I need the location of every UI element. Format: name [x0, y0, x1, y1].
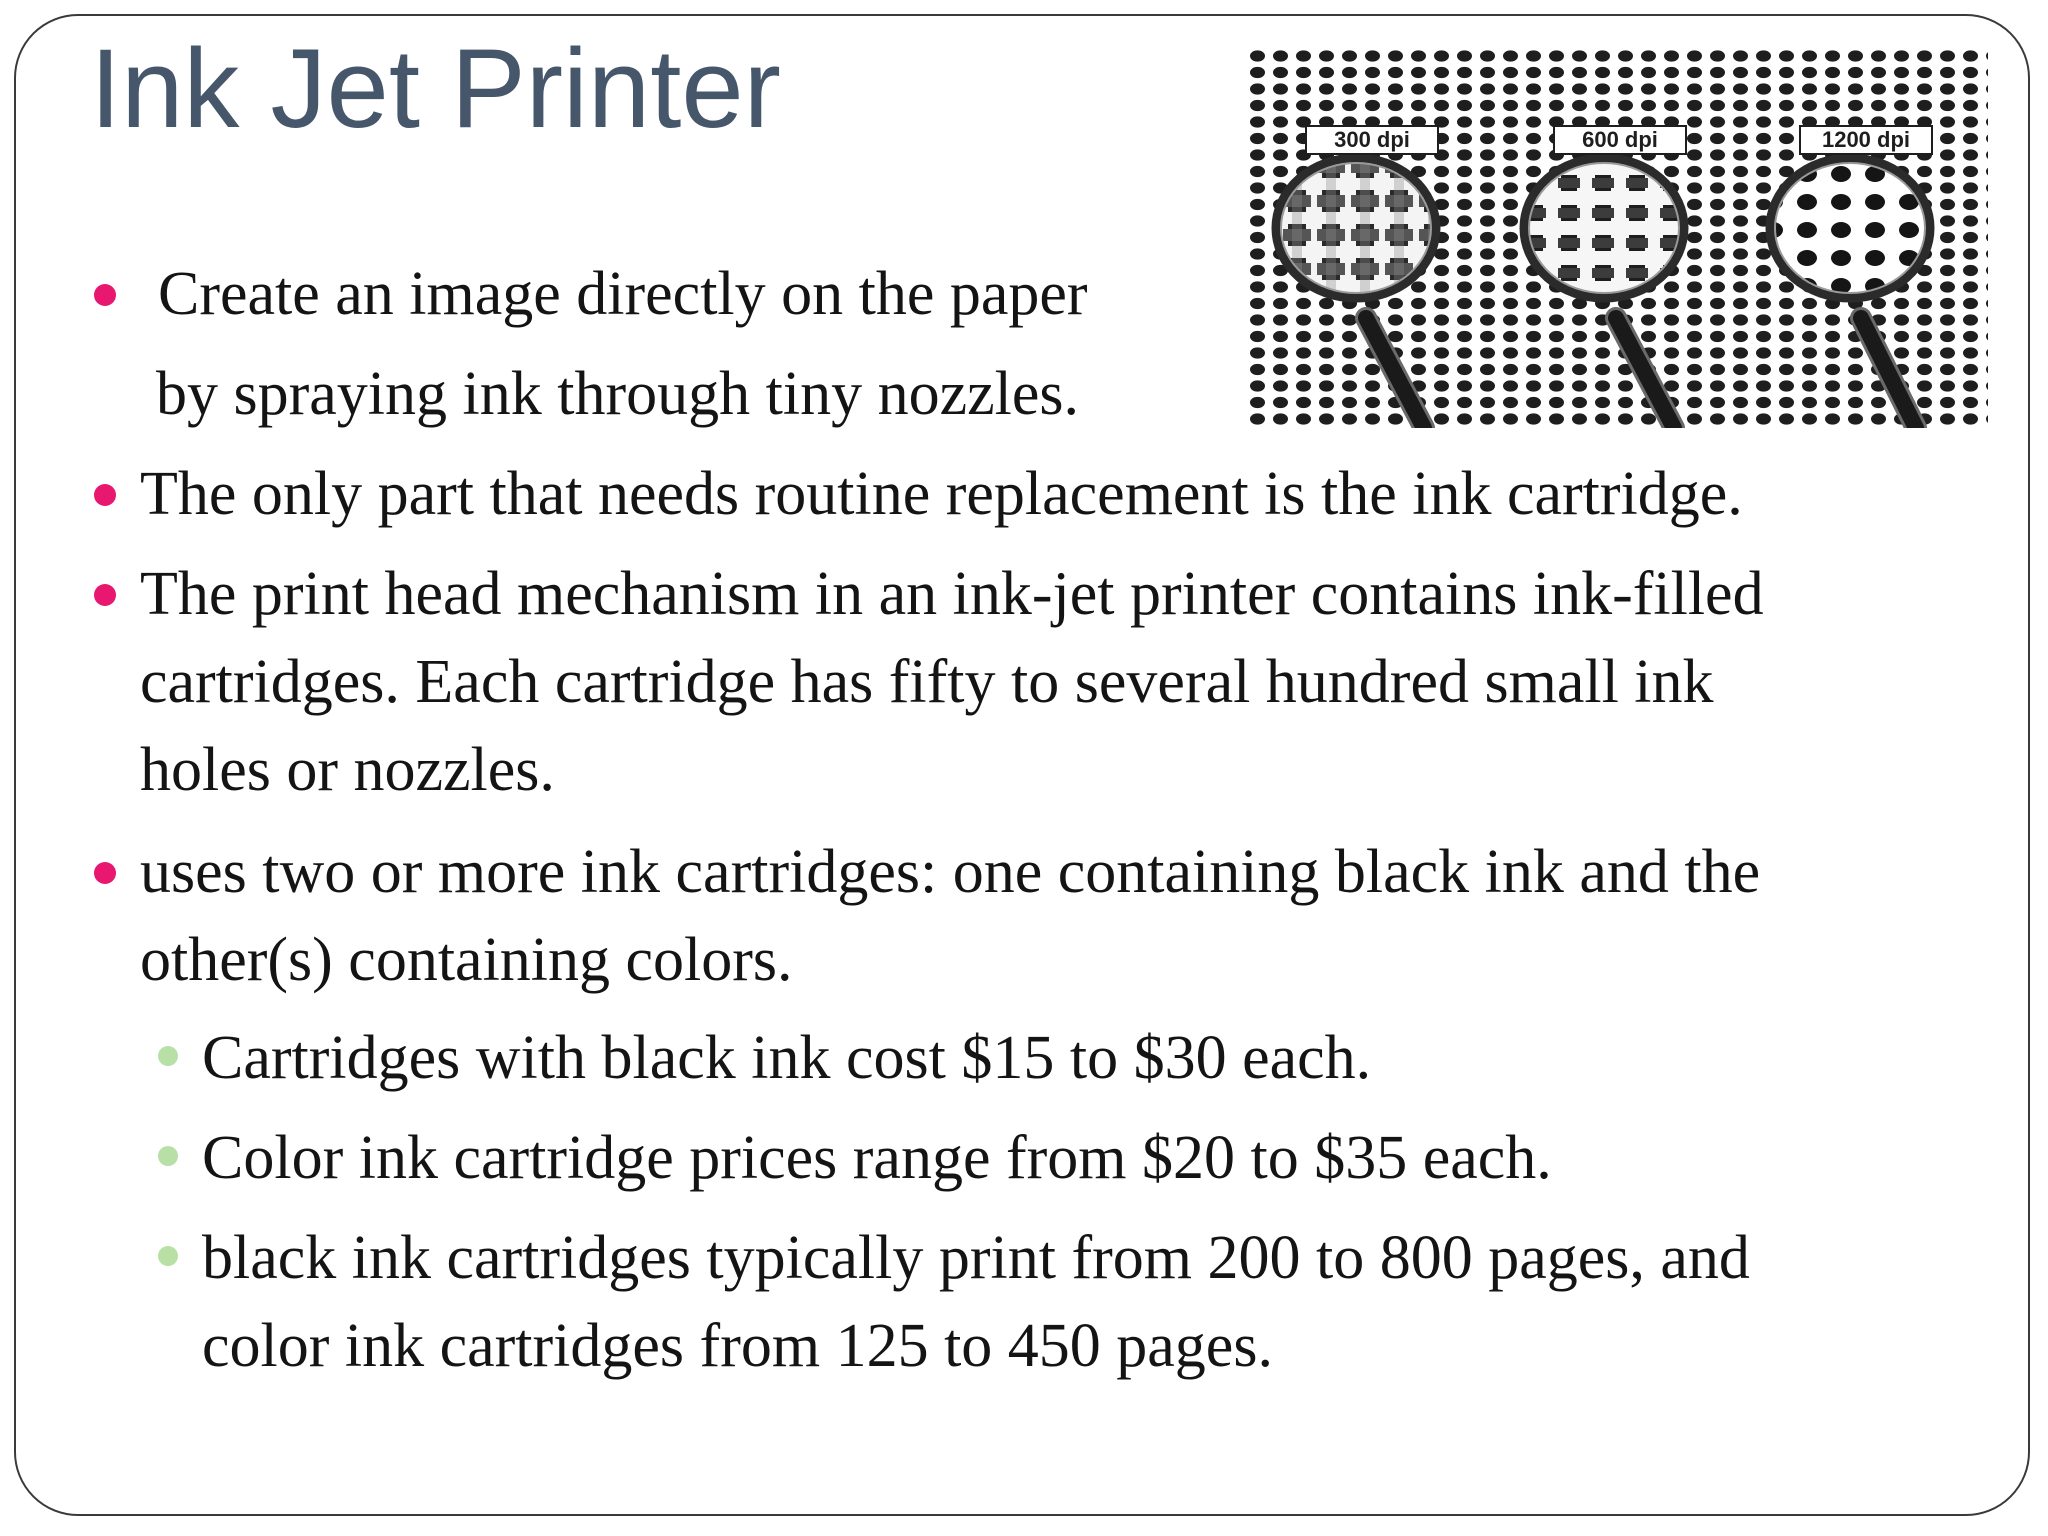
sub-bullet-2-line-1: Color ink cartridge prices range from $20 to $35 each. [202, 1124, 1552, 1192]
sub-bullet-3-line-1: black ink cartridges typically print from 200 to 800 pages, and [202, 1224, 1750, 1292]
sub-bullet-1-line-1: Cartridges with black ink cost $15 to $30 each. [202, 1024, 1372, 1092]
bullet-3-line-3: holes or nozzles. [140, 736, 555, 804]
bullet-marker [94, 584, 116, 606]
sub-bullet-marker [158, 1146, 178, 1166]
bullet-marker [94, 862, 116, 884]
svg-text:1200 dpi: 1200 dpi [1821, 127, 1911, 152]
bullet-2-line-1: The only part that needs routine replacement is the ink cartridge. [140, 460, 1743, 528]
sub-bullet-marker [158, 1046, 178, 1066]
slide-title: Ink Jet Printer [90, 26, 781, 151]
bullet-4-line-1: uses two or more ink cartridges: one containing black ink and the [140, 838, 1761, 906]
sub-bullet-3-line-2: color ink cartridges from 125 to 450 pages. [202, 1312, 1273, 1380]
bullet-4-line-2: other(s) containing colors. [140, 926, 793, 994]
bullet-1-line-1: Create an image directly on the paper [158, 260, 1088, 328]
bullet-3-line-2: cartridges. Each cartridge has fifty to several hundred small ink [140, 648, 1714, 716]
svg-text:300 dpi: 300 dpi [1334, 127, 1410, 152]
bullet-marker [94, 484, 116, 506]
bullet-3-line-1: The print head mechanism in an ink-jet printer contains ink-filled [140, 560, 1764, 628]
sub-bullet-marker [158, 1246, 178, 1266]
bullet-marker [94, 284, 116, 306]
bullet-1-line-2: by spraying ink through tiny nozzles. [156, 360, 1079, 428]
svg-text:600 dpi: 600 dpi [1582, 127, 1658, 152]
